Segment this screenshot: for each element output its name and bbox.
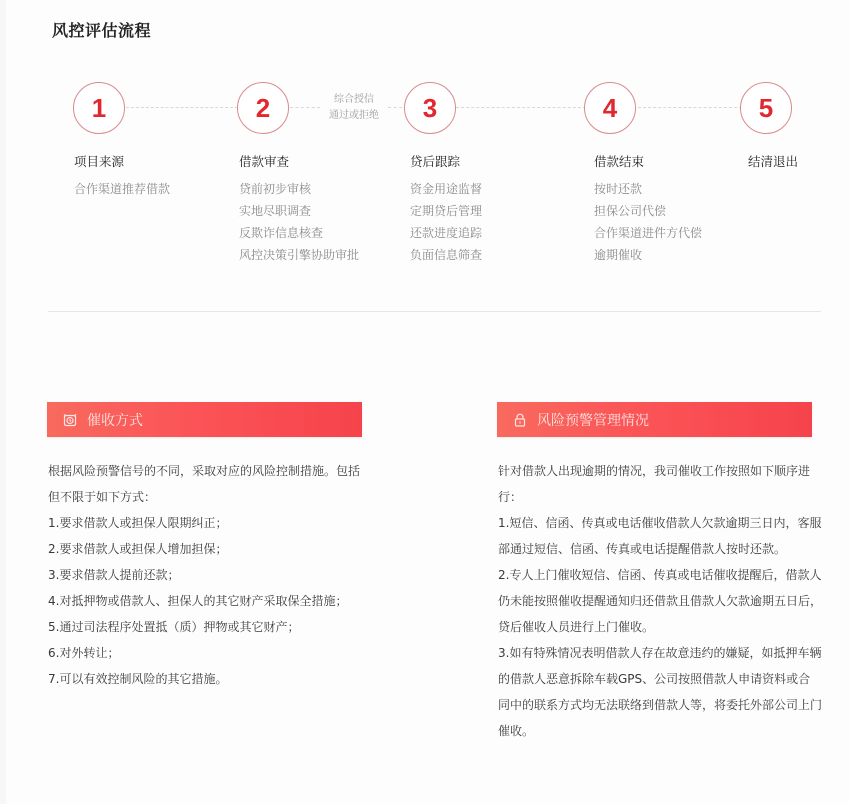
- step-item: 负面信息筛查: [410, 248, 483, 262]
- step-item: 资金用途监督: [410, 182, 483, 196]
- step-item: 反欺诈信息核查: [239, 226, 324, 240]
- connector-2-3: [290, 107, 320, 108]
- collection-methods-banner: [47, 402, 362, 437]
- connector-note-line-1: 综合授信: [334, 94, 374, 105]
- step-4-title: 借款结束: [594, 154, 645, 169]
- paragraph: 6.对外转让；: [48, 646, 120, 660]
- paragraph: 2.要求借款人或担保人增加担保；: [48, 542, 228, 556]
- paragraph: 针对借款人出现逾期的情况，我司催收工作按照如下顺序进行：: [498, 464, 811, 504]
- connector-note: [317, 92, 391, 124]
- step-item: 合作渠道进件方代偿: [594, 226, 703, 240]
- connector-1-2: [126, 107, 238, 108]
- collection-methods-title: 催收方式: [87, 412, 143, 429]
- paragraph: 3.要求借款人提前还款；: [48, 568, 180, 582]
- section-divider: [48, 311, 821, 312]
- connector-note-line-2: 通过或拒绝: [329, 110, 379, 121]
- risk-process-flow: [6, 0, 849, 310]
- step-item: 合作渠道推荐借款: [74, 182, 171, 196]
- risk-warning-text: [498, 458, 822, 744]
- alarm-clock-icon: [63, 413, 77, 427]
- paragraph: 5.通过司法程序处置抵（质）押物或其它财产；: [48, 620, 300, 634]
- paragraph: 7.可以有效控制风险的其它措施。: [48, 672, 228, 686]
- page: [6, 0, 849, 804]
- step-5-number: 5: [740, 82, 792, 134]
- collection-methods-text: [48, 458, 368, 692]
- step-2-items: [239, 178, 359, 266]
- risk-warning-banner: [497, 402, 812, 437]
- paragraph: 1.短信、信函、传真或电话催收借款人欠款逾期三日内，客服部通过短信、信函、传真或电话提醒借款人按时还款。: [498, 516, 822, 556]
- step-item: 担保公司代偿: [594, 204, 667, 218]
- paragraph: 4.对抵押物或借款人、担保人的其它财产采取保全措施；: [48, 594, 348, 608]
- step-item: 按时还款: [594, 182, 643, 196]
- step-item: 贷前初步审核: [239, 182, 312, 196]
- step-3-items: [410, 178, 482, 266]
- paragraph: 3.如有特殊情况表明借款人存在故意违约的嫌疑，如抵押车辆的借款人恶意拆除车载GPS、公司按照借款人申请资料或合同中的联系方式均无法联络到借款人等，将委托外部公司上门催收。: [498, 646, 823, 738]
- paragraph: 根据风险预警信号的不同，采取对应的风险控制措施。包括但不限于如下方式：: [48, 464, 361, 504]
- step-5-title: 结清退出: [748, 154, 799, 169]
- step-item: 实地尽职调查: [239, 204, 312, 218]
- connector-4-5: [638, 107, 742, 108]
- lock-icon: [513, 413, 527, 427]
- paragraph: 1.要求借款人或担保人限期纠正；: [48, 516, 228, 530]
- step-item: 定期贷后管理: [410, 204, 483, 218]
- connector-3-4: [456, 107, 586, 108]
- step-3-number: 3: [404, 82, 456, 134]
- step-2-title: 借款审查: [239, 154, 290, 169]
- risk-warning-title: 风险预警管理情况: [537, 412, 649, 429]
- step-item: 风控决策引擎协助审批: [239, 248, 360, 262]
- page-title: 风控评估流程: [52, 21, 152, 40]
- step-2-number: 2: [237, 82, 289, 134]
- step-1-title: 项目来源: [74, 154, 125, 169]
- step-1-number: 1: [73, 82, 125, 134]
- step-3-title: 贷后跟踪: [410, 154, 461, 169]
- step-4-items: [594, 178, 702, 266]
- step-4-number: 4: [584, 82, 636, 134]
- step-item: 还款进度追踪: [410, 226, 483, 240]
- paragraph: 2.专人上门催收短信、信函、传真或电话催收提醒后，借款人仍未能按照催收提醒通知归还借款且借款人欠款逾期五日后，贷后催收人员进行上门催收。: [498, 568, 823, 634]
- step-1-items: [74, 178, 170, 200]
- step-item: 逾期催收: [594, 248, 643, 262]
